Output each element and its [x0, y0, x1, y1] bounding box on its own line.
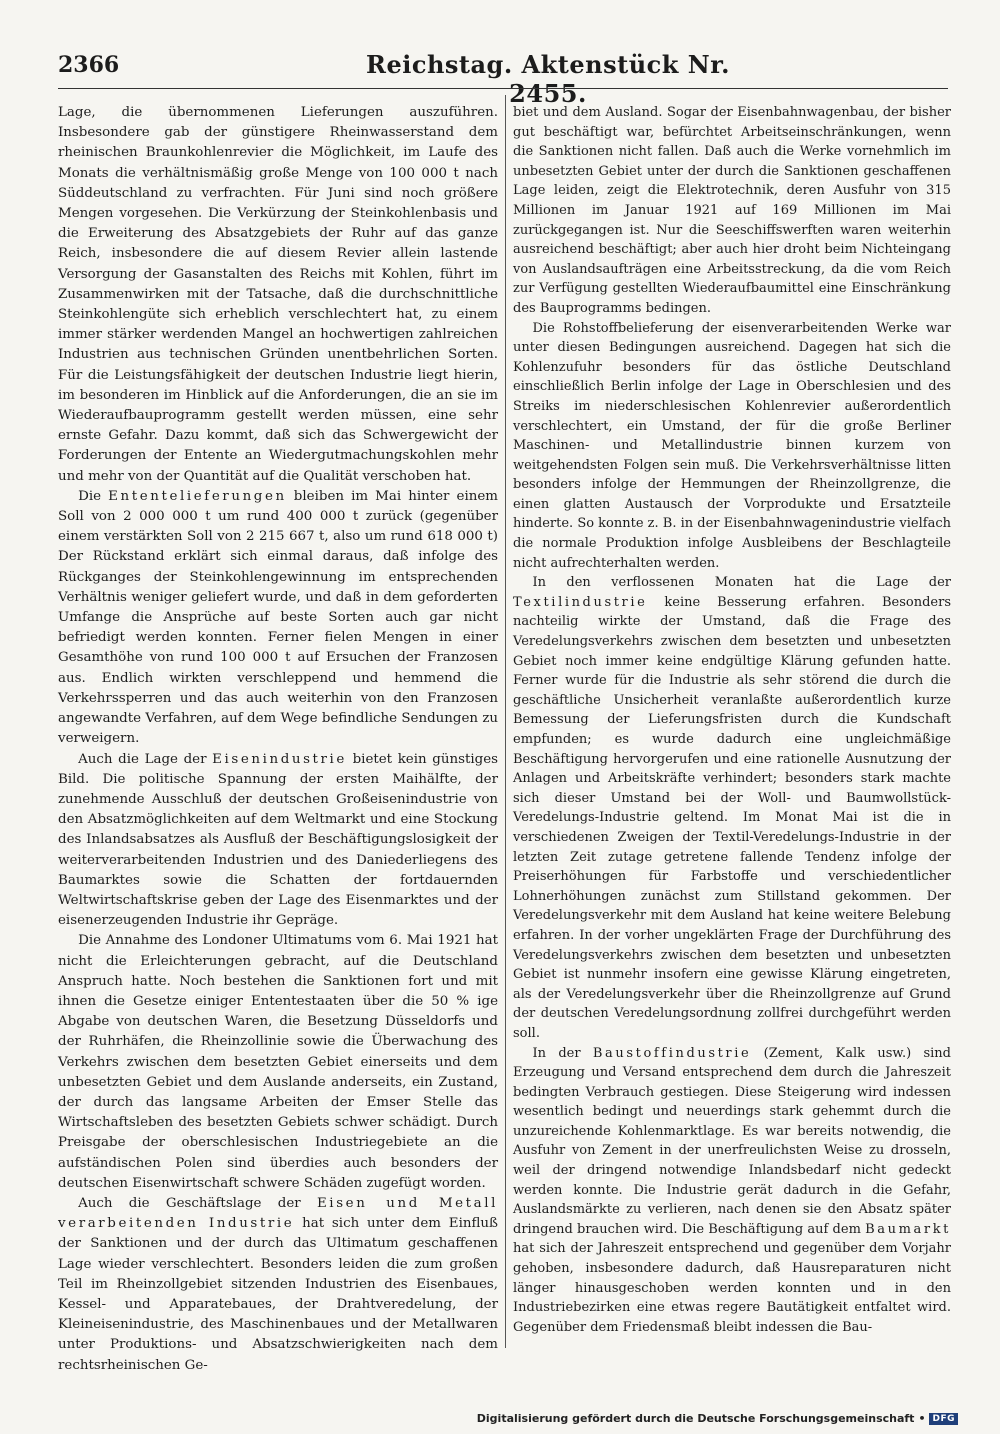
text-run: hat sich der Jahreszeit entsprechend und gegenüber dem Vorjahr gehoben, insbesondere dadurch, daß Hausreparaturen nicht länger hinausgeschoben werden konnten und in den Industriebezirken eine etwas regere Bautätigkeit entfaltet wird. Gegenüber dem Friedensmaß bleibt indessen die Bau-	[513, 1241, 951, 1335]
text-run: bietet kein günstiges Bild. Die politische Spannung der ersten Maihälfte, der zunehmende Ausschluß der deutschen Großeisenindustrie von den Absatzmöglichkeiten auf dem Weltmarkt und eine Stockung des Inlandsabsatzes als Ausfluß der Beschäftigungslosigkeit der weiterverarbeitenden Industrien und des Daniederliegens des Baumarktes sowie die Schatten der fortdauernden Weltwirtschaftskrise geben der Lage des Eisenmarktes und der eisenerzeugenden Industrie ihr Gepräge.	[58, 751, 498, 929]
text-run: hat sich unter dem Einfluß der Sanktionen und der durch das Ultimatum geschaffenen Lage wieder verschlechtert. Besonders leiden die zum großen Teil im Rheinzollgebiet sitzenden Industrien des Eisenbaues, Kessel- und Apparatebaues, der Drahtveredelung, der Kleineisenindustrie, des Maschinenbaues und der Metallwaren unter Produktions- und Absatzschwierigkeiten nach dem rechtsrheinischen Ge-	[58, 1216, 498, 1373]
spaced-term: Baustoffindustrie	[592, 1045, 752, 1061]
paragraph	[513, 573, 951, 1043]
spaced-term: Ententelieferungen	[108, 488, 287, 504]
paragraph	[58, 487, 498, 750]
credit-text: Digitalisierung gefördert durch die Deutsche Forschungsgemeinschaft	[476, 1412, 915, 1425]
text-run: Auch die Geschäftslage der	[78, 1195, 317, 1211]
spaced-term: Eisenindustrie	[212, 751, 347, 767]
paragraph	[58, 1194, 498, 1376]
text-run: Die	[78, 488, 109, 504]
paragraph: Die Rohstoffbelieferung der eisenverarbeitenden Werke war unter diesen Bedingungen ausreichend. Dagegen hat sich die Kohlenzufuhr besonders für das östliche Deutschland einschließlich Berlin infolge der Lage in Oberschlesien und des Streiks im niederschlesischen Kohlenrevier außerordentlich verschlechtert, ein Umstand, der für die große Berliner Maschinen- und Metallindustrie binnen kurzem von weitgehendsten Folgen sein muß. Die Verkehrsverhältnisse litten besonders infolge der Hemmungen der Rheinzollgrenze, die einen glatten Austausch der Vorprodukte und Ersatzteile hinderte. So konnte z. B. in der Eisenbahnwagenindustrie vielfach die normale Produktion infolge Ausbleibens der Beschlagteile nicht aufrechterhalten werden.	[513, 320, 951, 571]
text-run: keine Besserung erfahren. Besonders nachteilig wirkte der Umstand, daß die Frage des Veredelungsverkehrs zwischen dem besetzten und unbesetzten Gebiet noch immer keine endgültige Klärung gefunden hatte. Ferner wurde für die Industrie als sehr störend die durch die geschäftliche Unsicherheit veranlaßte außerordentlich kurze Bemessung der Lieferungsfristen durch die Kundschaft empfunden; es wurde dadurch eine ungleichmäßige Beschäftigung hervorgerufen und eine rationelle Ausnutzung der Anlagen und Arbeitskräfte verhindert; besonders stark machte sich dieser Umstand bei der Woll- und Baumwollstück-Veredelungs-Industrie geltend. Im Monat Mai ist die in verschiedenen Zweigen der Textil-Veredelungs-Industrie in der letzten Zeit zutage getretene fallende Tendenz infolge der Preiserhöhungen für Farbstoffe und verschiedentlicher Lohnerhöhungen zunächst zum Stillstand gekommen. Der Veredelungsverkehr mit dem Ausland hat keine weitere Belebung erfahren. In der vorher ungeklärten Frage der Durchführung des Veredelungsverkehrs zwischen dem besetzten und unbesetzten Gebiet ist nunmehr insofern eine gewisse Klärung eingetreten, als der Veredelungsverkehr über die Rheinzollgrenze auf Grund der deutschen Veredelungsordnung zollfrei durchgeführt werden soll.	[513, 594, 951, 1041]
text-run: In den verflossenen Monaten hat die Lage der	[532, 575, 951, 591]
digitization-credit	[477, 1412, 958, 1425]
spaced-term: Textilindustrie	[513, 594, 648, 610]
page-title: Reichstag. Aktenstück Nr. 2455.	[366, 50, 730, 108]
right-column	[513, 103, 951, 1337]
paragraph: biet und dem Ausland. Sogar der Eisenbahnwagenbau, der bisher gut beschäftigt war, befürchtet Arbeitseinschränkungen, wenn die Sanktionen nicht fallen. Daß auch die Werke vornehmlich im unbesetzten Gebiet unter der durch die Sanktionen geschaffenen Lage leiden, zeigt die Elektrotechnik, deren Ausfuhr von 315 Millionen im Januar 1921 auf 169 Millionen im Mai zurückgegangen ist. Nur die Seeschiffswerften waren weiterhin ausreichend beschäftigt; aber auch hier droht beim Nichteingang von Auslandsaufträgen eine Arbeitsstreckung, da die vom Reich zur Verfügung gestellten Wiederaufbaumittel eine Einschränkung des Bauprogramms bedingen.	[513, 105, 951, 316]
text-run: (Zement, Kalk usw.) sind Erzeugung und Versand entsprechend dem durch die Jahreszeit bedingten Verbrauch gestiegen. Diese Steigerung wird indessen wesentlich bedingt und neuerdings stark gehemmt durch die unzureichende Kohlenmarktlage. Es war bereits notwendig, die Ausfuhr von Zement in der unerfreulichsten Weise zu drosseln, weil der dringend notwendige Inlandsbedarf nicht gedeckt werden konnte. Die Industrie gerät dadurch in die Gefahr, Auslandsmärkte zu verlieren, nach denen sie den Absatz später dringend brauchen wird. Die Beschäftigung auf dem	[513, 1045, 951, 1237]
spaced-term: Baumarkt	[865, 1221, 951, 1237]
page-header	[58, 48, 948, 108]
page-number: 2366	[58, 52, 120, 78]
paragraph	[513, 1044, 951, 1338]
paragraph: Lage, die übernommenen Lieferungen auszuführen. Insbesondere gab der günstigere Rheinwasserstand dem rheinischen Braunkohlenrevier die Möglichkeit, im Laufe des Monats die verhältnismäßig große Menge von 100 000 t nach Süddeutschland zu verfrachten. Für Juni sind noch größere Mengen vorgesehen. Die Verkürzung der Steinkohlenbasis und die Erweiterung des Absatzgebiets der Ruhr auf das ganze Reich, insbesondere die auf diesem Revier allein lastende Versorgung der Gasanstalten des Reichs mit Kohlen, führt im Zusammenwirken mit der Tatsache, daß die durchschnittliche Steinkohlengüte sich erheblich verschlechtert hat, zu einem immer stärker werdenden Mangel an hochwertigen zahlreichen Industrien aus technischen Gründen unentbehrlichen Sorten. Für die Leistungsfähigkeit der deutschen Industrie liegt hierin, im besonderen im Hinblick auf die Anforderungen, die an sie im Wiederaufbauprogramm gestellt werden müssen, eine sehr ernste Gefahr. Dazu kommt, daß sich das Schwergewicht der Forderungen der Entente an Wiedergutmachungskohlen mehr und mehr von der Quantität auf die Qualität verschoben hat.	[58, 105, 498, 484]
credit-separator: •	[918, 1412, 926, 1425]
paragraph: Die Annahme des Londoner Ultimatums vom 6. Mai 1921 hat nicht die Erleichterungen gebracht, auf die Deutschland Anspruch hatte. Noch bestehen die Sanktionen fort und mit ihnen die Gesetze einiger Ententestaaten über die 50 % ige Abgabe von deutschen Waren, die Besetzung Düsseldorfs und der Ruhrhäfen, die Rheinzollinie sowie die Überwachung des Verkehrs zwischen dem besetzten Gebiet einerseits und dem unbesetzten Gebiet und dem Auslande anderseits, ein Zustand, der durch das langsame Arbeiten der Emser Stelle das Wirtschaftsleben des besetzten Gebiets schwer schädigt. Durch Preisgabe der oberschlesischen Industriegebiete an die aufständischen Polen sind überdies auch besonders der deutschen Eisenwirtschaft schwere Schäden zugefügt worden.	[58, 933, 498, 1191]
spaced-term: Eisen und Metall verarbeitenden Industrie	[58, 1195, 498, 1232]
text-run: Auch die Lage der	[78, 751, 213, 767]
column-divider	[505, 95, 506, 1348]
left-column	[58, 103, 498, 1376]
text-run: In der	[532, 1045, 593, 1061]
dfg-logo-icon: DFG	[929, 1413, 958, 1425]
header-rule	[58, 88, 948, 89]
text-run: bleiben im Mai hinter einem Soll von 2 000 000 t um rund 400 000 t zurück (gegenüber einem verstärkten Soll von 2 215 667 t, also um rund 618 000 t) Der Rückstand erklärt sich einmal daraus, daß infolge des Rückganges der Steinkohlengewinnung im entsprechenden Verhältnis weniger geliefert wurde, und daß in dem geforderten Umfange die Ansprüche auf beste Sorten auch gar nicht befriedigt werden konnten. Ferner fielen Mengen in einer Gesamthöhe von rund 100 000 t auf Ersuchen der Franzosen aus. Endlich wirkten verschleppend und hemmend die Verkehrssperren und das auch weiterhin von den Franzosen angewandte Verfahren, auf dem Wege befindliche Sendungen zu verweigern.	[58, 488, 498, 747]
paragraph	[58, 750, 498, 932]
